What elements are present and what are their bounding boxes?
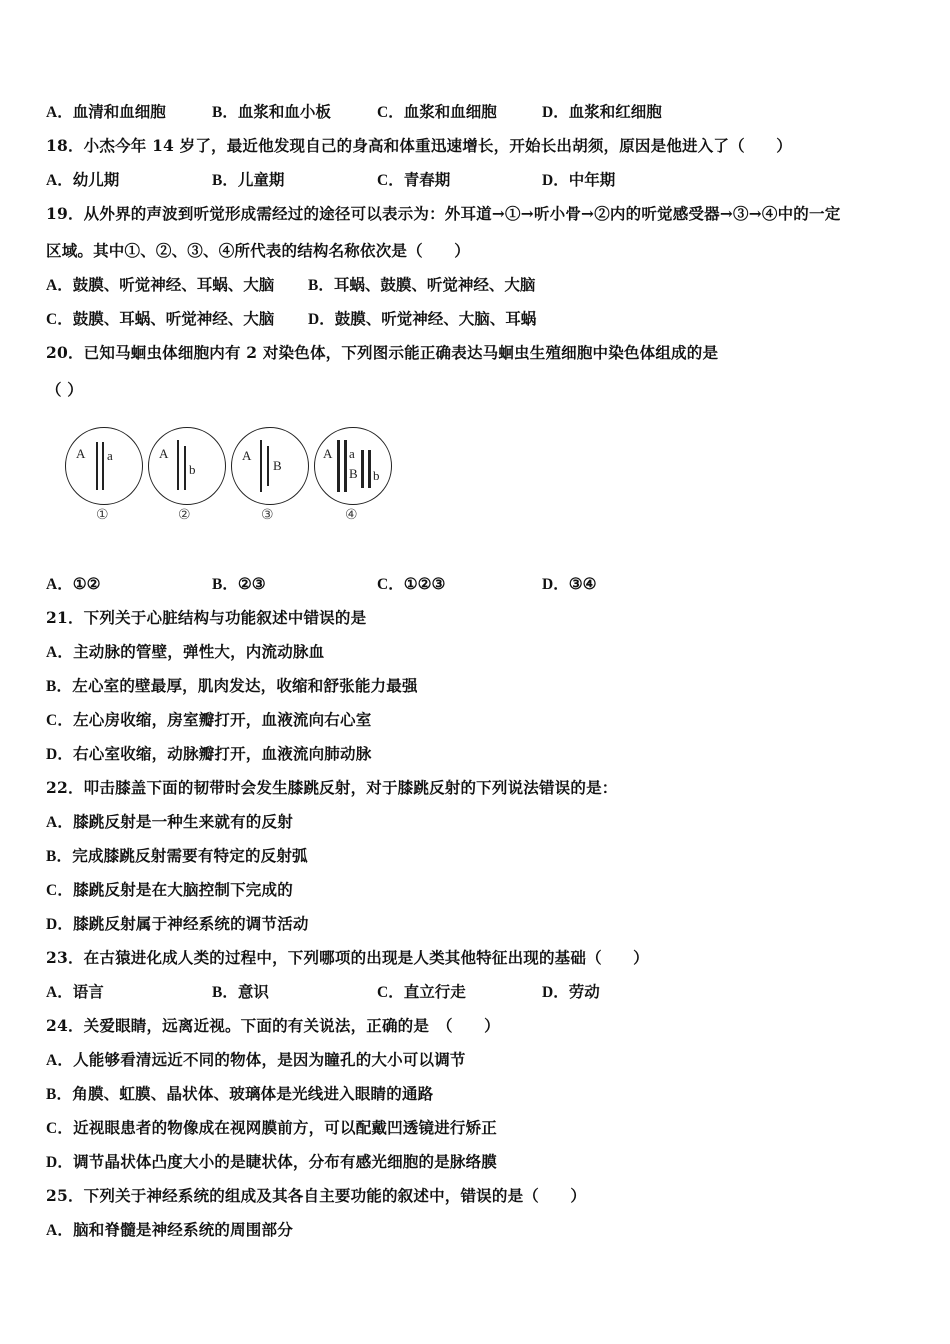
gene-label: A (159, 446, 169, 461)
q23-option-d[interactable]: D．劳动 (542, 982, 600, 1001)
q18-stem: 18．小杰今年 14 岁了，最近他发现自己的身高和体重迅速增长，开始长出胡须，原因是他进入了（ ） (46, 136, 792, 155)
chromosome (337, 440, 340, 492)
q23-option-c[interactable]: C．直立行走 (377, 982, 466, 1001)
q19-stem-line1: 19．从外界的声波到听觉形成需经过的途径可以表示为：外耳道→①→听小骨→②内的听觉感受器→③→④中的一定 (46, 204, 841, 223)
q21-option-c[interactable]: C．左心房收缩，房室瓣打开，血液流向右心室 (46, 710, 372, 729)
cell-1 (65, 427, 143, 505)
q24-option-c[interactable]: C．近视眼患者的物像成在视网膜前方，可以配戴凹透镜进行矫正 (46, 1118, 497, 1137)
q21-stem: 21．下列关于心脏结构与功能叙述中错误的是 (46, 608, 367, 627)
q19-option-c[interactable]: C．鼓膜、耳蜗、听觉神经、大脑 (46, 309, 275, 328)
q20-option-b[interactable]: B．②③ (212, 574, 266, 593)
gene-label: a (349, 446, 355, 461)
gene-label: B (349, 466, 358, 481)
chromosome (177, 440, 179, 490)
gene-label: b (189, 462, 196, 477)
q19-option-d[interactable]: D．鼓膜、听觉神经、大脑、耳蜗 (308, 309, 537, 328)
q22-option-c[interactable]: C．膝跳反射是在大脑控制下完成的 (46, 880, 293, 899)
gene-label: b (373, 468, 380, 483)
cell-2 (148, 427, 226, 505)
chromosome (260, 440, 262, 492)
q24-option-b[interactable]: B．角膜、虹膜、晶状体、玻璃体是光线进入眼睛的通路 (46, 1084, 434, 1103)
chromosome-figure (60, 425, 420, 530)
q17-option-b[interactable]: B．血浆和血小板 (212, 102, 331, 121)
q21-option-a[interactable]: A．主动脉的管壁，弹性大，内流动脉血 (46, 642, 325, 661)
q20-answer-paren: （ ） (46, 380, 83, 399)
chromosome (184, 446, 186, 490)
q22-option-b[interactable]: B．完成膝跳反射需要有特定的反射弧 (46, 846, 308, 865)
q19-option-a[interactable]: A．鼓膜、听觉神经、耳蜗、大脑 (46, 275, 275, 294)
gene-label: a (107, 448, 113, 463)
q20-option-d[interactable]: D．③④ (542, 574, 597, 593)
q25-stem: 25．下列关于神经系统的组成及其各自主要功能的叙述中，错误的是（ ） (46, 1186, 587, 1205)
gene-label: A (323, 446, 333, 461)
cell-3 (231, 427, 309, 505)
chromosome (102, 442, 104, 490)
q23-option-b[interactable]: B．意识 (212, 982, 269, 1001)
q22-option-a[interactable]: A．膝跳反射是一种生来就有的反射 (46, 812, 293, 831)
q22-option-d[interactable]: D．膝跳反射属于神经系统的调节活动 (46, 914, 309, 933)
q18-option-c[interactable]: C．青春期 (377, 170, 451, 189)
chromosome (344, 440, 347, 492)
q25-option-a[interactable]: A．脑和脊髓是神经系统的周围部分 (46, 1220, 293, 1239)
q20-option-a[interactable]: A．①② (46, 574, 101, 593)
q24-stem: 24．关爱眼睛，远离近视。下面的有关说法，正确的是 （ ） (46, 1016, 500, 1035)
gene-label: B (273, 458, 282, 473)
gene-label: A (76, 446, 86, 461)
q21-option-b[interactable]: B．左心室的壁最厚，肌肉发达，收缩和舒张能力最强 (46, 676, 418, 695)
q20-option-c[interactable]: C．①②③ (377, 574, 446, 593)
q21-option-d[interactable]: D．右心室收缩，动脉瓣打开，血液流向肺动脉 (46, 744, 372, 763)
q18-option-a[interactable]: A．幼儿期 (46, 170, 120, 189)
q18-option-b[interactable]: B．儿童期 (212, 170, 285, 189)
cell-4-caption: ④ (345, 507, 358, 523)
q24-option-d[interactable]: D．调节晶状体凸度大小的是睫状体，分布有感光细胞的是脉络膜 (46, 1152, 497, 1171)
q23-option-a[interactable]: A．语言 (46, 982, 104, 1001)
cell-1-caption: ① (96, 507, 109, 523)
chromosome (96, 442, 98, 490)
q17-option-d[interactable]: D．血浆和红细胞 (542, 102, 662, 121)
chromosome (267, 446, 269, 486)
q23-stem: 23．在古猿进化成人类的过程中，下列哪项的出现是人类其他特征出现的基础（ ） (46, 948, 649, 967)
cell-2-caption: ② (178, 507, 191, 523)
q18-option-d[interactable]: D．中年期 (542, 170, 616, 189)
chromosome (361, 450, 364, 488)
q19-stem-line2: 区域。其中①、②、③、④所代表的结构名称依次是（ ） (46, 241, 470, 260)
q19-option-b[interactable]: B．耳蜗、鼓膜、听觉神经、大脑 (308, 275, 536, 294)
cell-4 (314, 427, 392, 505)
gene-label: A (242, 448, 252, 463)
q22-stem: 22．叩击膝盖下面的韧带时会发生膝跳反射，对于膝跳反射的下列说法错误的是： (46, 778, 618, 797)
cell-3-caption: ③ (261, 507, 274, 523)
q20-stem: 20．已知马蛔虫体细胞内有 2 对染色体，下列图示能正确表达马蛔虫生殖细胞中染色体组成的是 (46, 343, 719, 362)
q17-option-a[interactable]: A．血清和血细胞 (46, 102, 166, 121)
chromosome (368, 450, 371, 488)
q24-option-a[interactable]: A．人能够看清远近不同的物体，是因为瞳孔的大小可以调节 (46, 1050, 466, 1069)
q17-option-c[interactable]: C．血浆和血细胞 (377, 102, 497, 121)
